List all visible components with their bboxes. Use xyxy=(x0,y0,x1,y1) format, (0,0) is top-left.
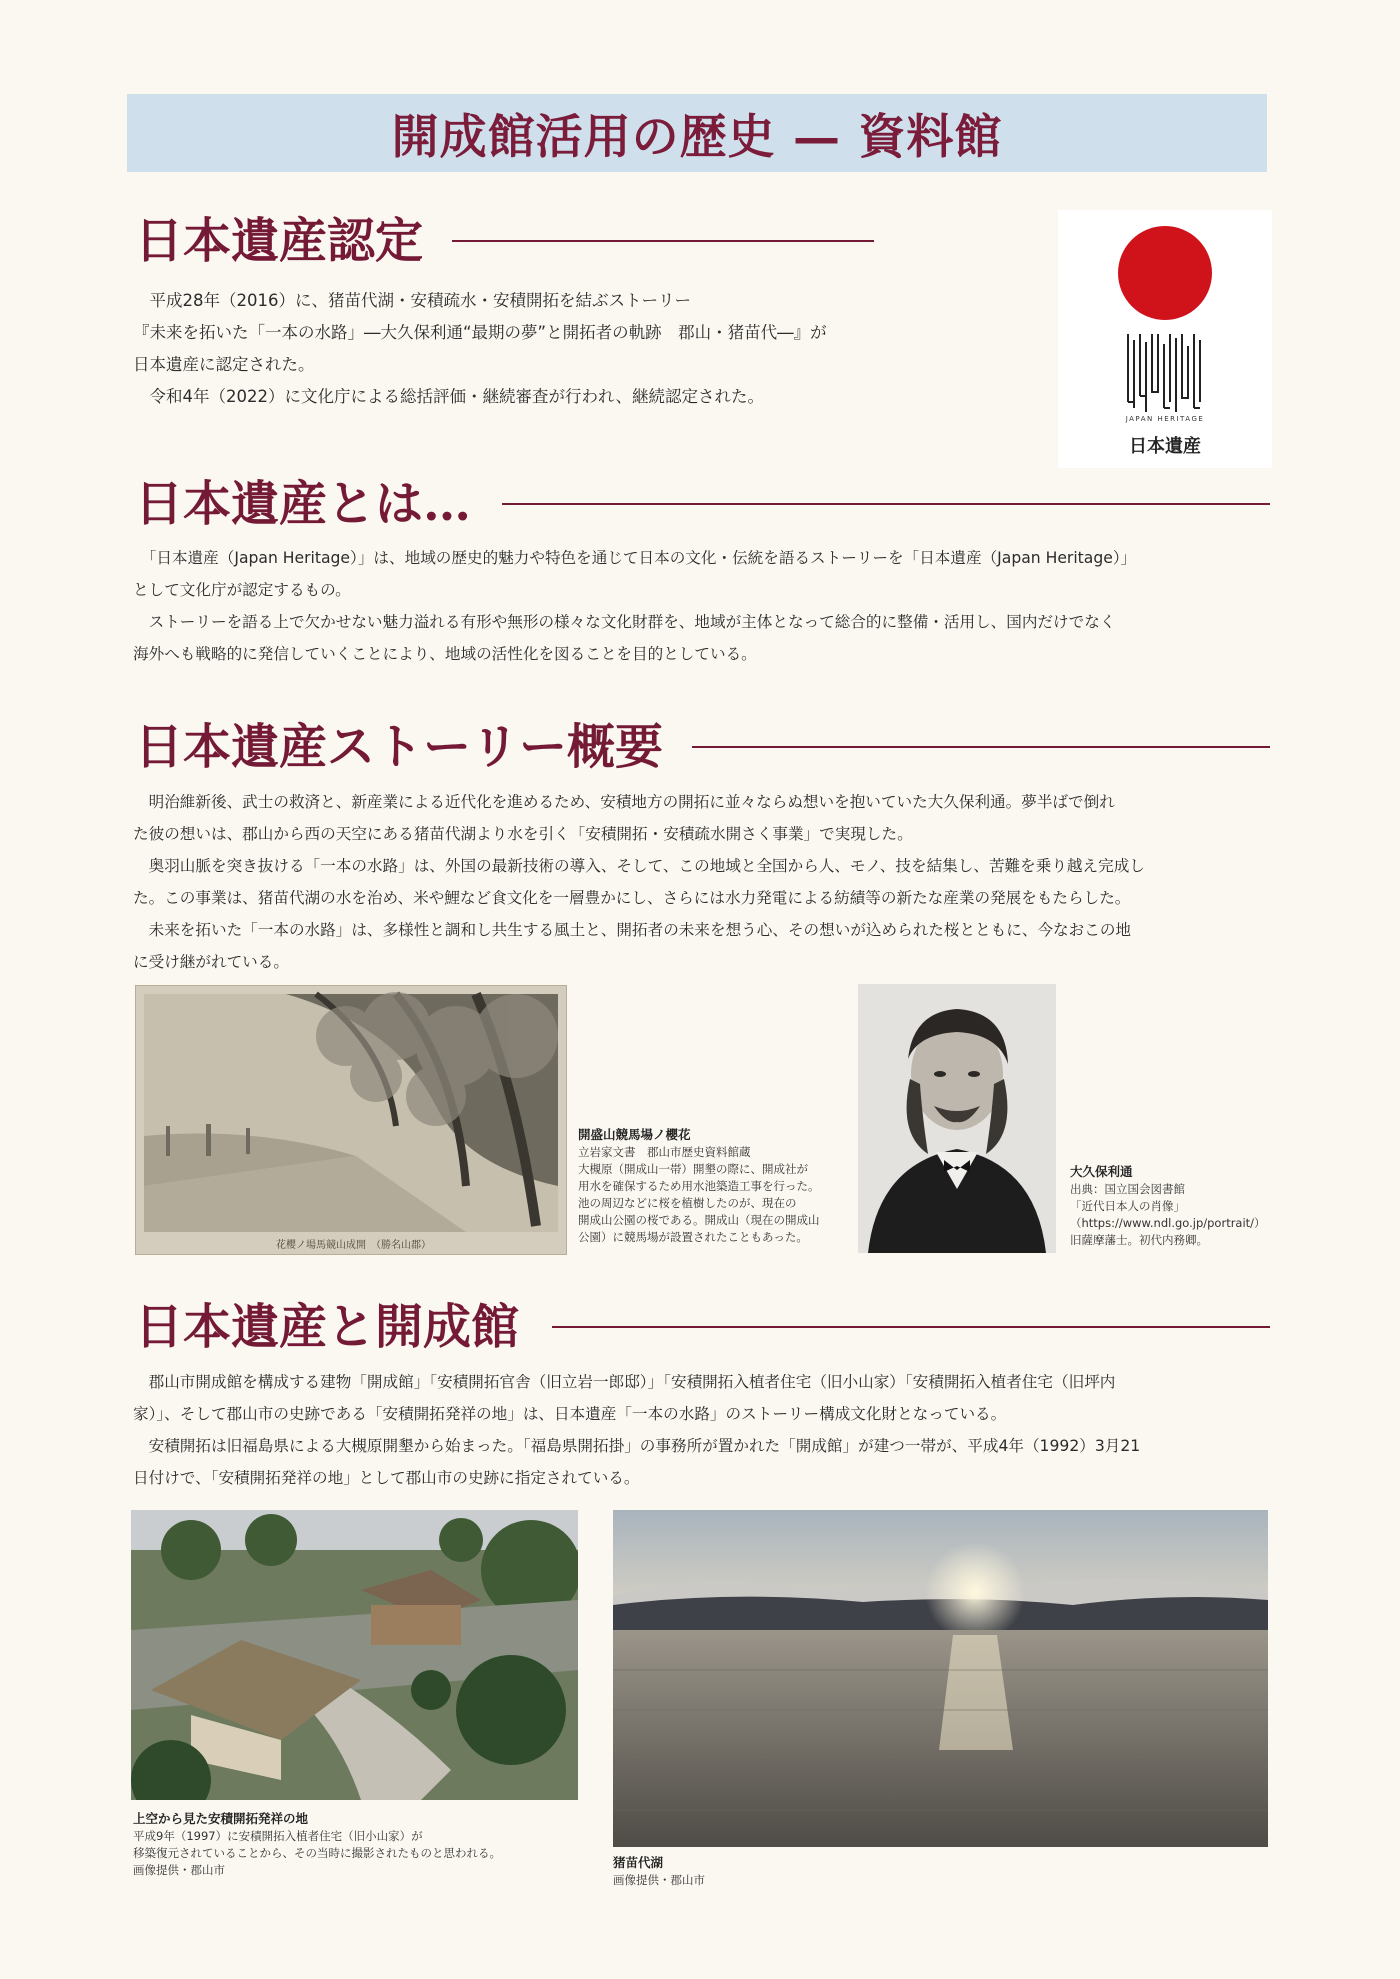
lake-sunrise-illustration xyxy=(613,1510,1268,1847)
section-title-kaiseikan: 日本遺産と開成館 xyxy=(135,1299,520,1355)
paragraph-line: 奥羽山脈を突き抜ける「一本の水路」は、外国の最新技術の導入、そして、この地域と全国から人、モノ、技を結集し、苦難を乗り越え完成し xyxy=(133,857,1145,875)
paragraph-line: 令和4年（2022）に文化庁による総括評価・継続審査が行われ、継続認定された。 xyxy=(133,387,764,406)
logo-japanese-text: 日本遺産 xyxy=(1129,436,1201,457)
paragraph-line: 郡山市開成館を構成する建物「開成館」「安積開拓官舎（旧立岩一郎邸）」「安積開拓入植者住宅（旧小山家）「安積開拓入植者住宅（旧坪内 xyxy=(133,1373,1116,1391)
section1-body xyxy=(133,285,827,413)
paragraph-line: 未来を拓いた「一本の水路」は、多様性と調和し共生する風土と、開拓者の未来を想う心、その想いが込められた桜とともに、今なおこの地 xyxy=(133,921,1132,939)
rising-sun-icon xyxy=(1118,226,1212,320)
japan-heritage-logo xyxy=(1058,210,1272,468)
caption-line: 大槻原（開成山一帯）開墾の際に、開成社が xyxy=(578,1162,808,1176)
cherry-blossom-postcard-photo xyxy=(135,985,567,1255)
paragraph-line: 安積開拓は旧福島県による大槻原開墾から始まった。「福島県開拓掛」の事務所が置かれた「開成館」が建つ一帯が、平成4年（1992）3月21 xyxy=(133,1437,1141,1455)
okubo-portrait-photo xyxy=(858,984,1056,1253)
caption-line: 「近代日本人の肖像」 xyxy=(1070,1199,1185,1213)
caption-line: （https://www.ndl.go.jp/portrait/） xyxy=(1070,1216,1266,1230)
photo1-caption xyxy=(578,1125,820,1246)
caption-title: 猪苗代湖 xyxy=(613,1855,664,1870)
postcard-caption-text: 花櫻ノ場馬競山成開 （勝名山郡） xyxy=(276,1240,431,1251)
header-banner xyxy=(127,94,1267,172)
section4-body xyxy=(133,1366,1140,1494)
section-rule xyxy=(502,503,1270,505)
caption-line: 画像提供・郡山市 xyxy=(613,1873,705,1887)
paragraph-line: として文化庁が認定するもの。 xyxy=(133,581,351,599)
caption-line: 開成山公園の桜である。開成山（現在の開成山 xyxy=(578,1213,820,1227)
aerial-view-photo xyxy=(131,1510,578,1800)
caption-line: 平成9年（1997）に安積開拓入植者住宅（旧小山家）が xyxy=(133,1829,423,1843)
paragraph-line: 『未来を拓いた「一本の水路」―大久保利通“最期の夢”と開拓者の軌跡 郡山・猪苗代―』が xyxy=(133,323,827,342)
caption-line: 旧薩摩藩士。初代内務卿。 xyxy=(1070,1233,1208,1247)
caption-line: 池の周辺などに桜を植樹したのが、現在の xyxy=(578,1196,797,1210)
caption-title: 開盛山競馬場ノ櫻花 xyxy=(578,1127,691,1142)
section-title-story: 日本遺産ストーリー概要 xyxy=(135,719,664,775)
paragraph-line: 「日本遺産（Japan Heritage）」は、地域の歴史的魅力や特色を通じて日本の文化・伝統を語るストーリーを「日本遺産（Japan Heritage）」 xyxy=(133,549,1137,567)
paragraph-line: 明治維新後、武士の救済と、新産業による近代化を進めるため、安積地方の開拓に並々ならぬ想いを抱いていた大久保利通。夢半ばで倒れ xyxy=(133,793,1115,811)
lake-inawashiro-photo xyxy=(613,1510,1268,1847)
logo-english-text: JAPAN HERITAGE xyxy=(1125,415,1205,423)
caption-title: 大久保利通 xyxy=(1070,1164,1133,1179)
paragraph-line: 海外へも戦略的に発信していくことにより、地域の活性化を図ることを目的としている。 xyxy=(133,645,757,663)
paragraph-line: た。この事業は、猪苗代湖の水を治め、米や鯉など食文化を一層豊かにし、さらには水力発電による紡績等の新たな産業の発展をもたらした。 xyxy=(133,889,1131,907)
caption-line: 立岩家文書 郡山市歴史資料館蔵 xyxy=(578,1145,751,1159)
photo2-caption xyxy=(1070,1162,1266,1249)
paragraph-line: 平成28年（2016）に、猪苗代湖・安積疏水・安積開拓を結ぶストーリー xyxy=(133,291,691,310)
paragraph-line: 日付けで、「安積開拓発祥の地」として郡山市の史跡に指定されている。 xyxy=(133,1469,640,1487)
section-rule xyxy=(552,1326,1270,1328)
section-rule xyxy=(452,240,874,242)
paragraph-line: 家）」、そして郡山市の史跡である「安積開拓発祥の地」は、日本遺産「一本の水路」のストーリー構成文化財となっている。 xyxy=(133,1405,1007,1423)
paragraph-line: に受け継がれている。 xyxy=(133,953,289,971)
page-title: 開成館活用の歴史 — 資料館 xyxy=(391,109,1003,165)
paragraph-line: た彼の想いは、郡山から西の天空にある猪苗代湖より水を引く「安積開拓・安積疏水開さく事業」で実現した。 xyxy=(133,825,913,843)
portrait-illustration xyxy=(858,984,1056,1253)
photo4-caption xyxy=(613,1853,705,1889)
caption-line: 公園）に競馬場が設置されたこともあった。 xyxy=(578,1230,808,1244)
paragraph-line: 日本遺産に認定された。 xyxy=(133,355,315,374)
caption-title: 上空から見た安積開拓発祥の地 xyxy=(133,1811,309,1826)
section2-body xyxy=(133,542,1136,670)
paragraph-line: ストーリーを語る上で欠かせない魅力溢れる有形や無形の様々な文化財群を、地域が主体となって総合的に整備・活用し、国内だけでなく xyxy=(133,613,1116,631)
caption-line: 移築復元されていることから、その当時に撮影されたものと思われる。 xyxy=(133,1846,501,1860)
caption-line: 画像提供・郡山市 xyxy=(133,1863,225,1877)
cherry-tree-illustration xyxy=(136,986,566,1254)
aerial-landscape-illustration xyxy=(131,1510,578,1800)
section-title-about: 日本遺産とは… xyxy=(135,476,472,532)
section-rule xyxy=(692,746,1270,748)
section-title-recognition: 日本遺産認定 xyxy=(135,213,424,269)
photo3-caption xyxy=(133,1809,501,1879)
japan-heritage-mark-icon xyxy=(1124,332,1206,414)
caption-line: 出典：国立国会図書館 xyxy=(1070,1182,1185,1196)
section3-body xyxy=(133,786,1145,978)
caption-line: 用水を確保するため用水池築造工事を行った。 xyxy=(578,1179,820,1193)
